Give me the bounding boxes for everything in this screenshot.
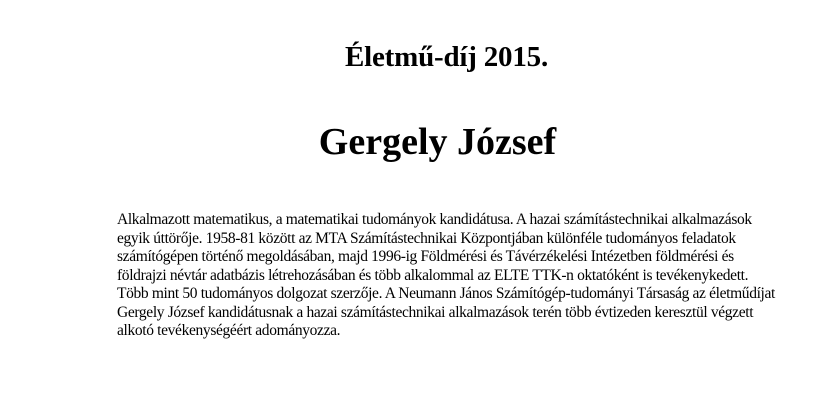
person-name: Gergely József [318,121,557,163]
biography-paragraph: Alkalmazott matematikus, a matematikai tudományok kandidátusa. A hazai számítástechnikai alkalmazások egyik úttörője. 1958-81 között az MTA Számítástechnikai Központjában különféle tudományos feladatok számítógépen történő megoldásában, majd 1996-ig Földmérési és Távérzékelési Intézetben földmérési és földrajzi névtár adatbázis létrehozásában és több alkalommal az ELTE TTK-n oktatóként is tevékenykedett. Több mint 50 tudományos dolgozat szerzője. A Neumann János Számítógép-tudományi Társaság az életműdíjat Gergely József kandidátusnak a hazai számítástechnikai alkalmazások terén több évtizeden keresztül végzett alkotó tevékenységéért adományozza. [117,211,775,339]
award-title: Életmű-díj 2015. [344,41,548,73]
